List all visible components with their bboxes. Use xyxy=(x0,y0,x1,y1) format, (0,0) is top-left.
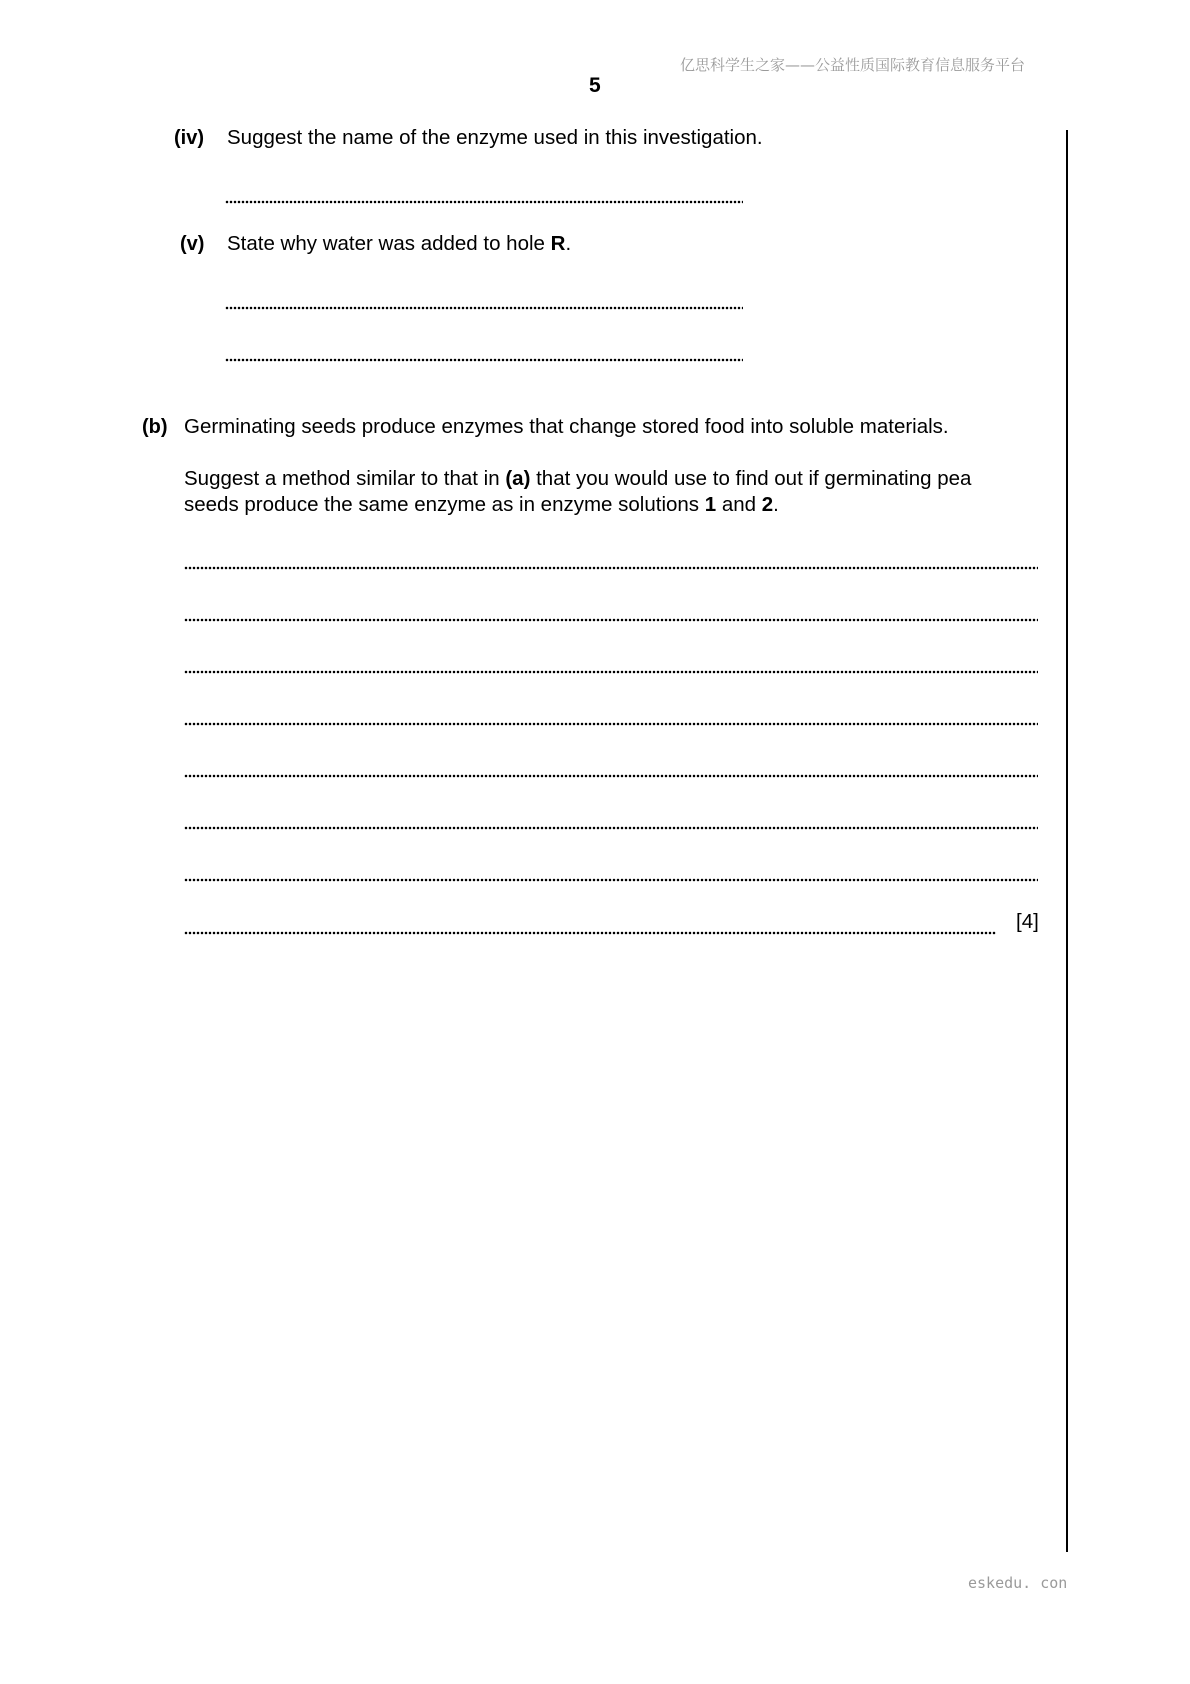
answer-line-iv[interactable] xyxy=(225,200,743,204)
question-v-text-end: . xyxy=(565,232,572,255)
answer-line-v-2[interactable] xyxy=(225,358,743,362)
solution-1-label: 1 xyxy=(704,493,717,516)
footer-site: eskedu. con xyxy=(968,1574,1068,1592)
instruction-part1: Suggest a method similar to that in xyxy=(184,467,506,490)
margin-rule xyxy=(1066,130,1068,1552)
question-b-instruction-line1 xyxy=(184,466,971,492)
answer-line-v-1[interactable] xyxy=(225,306,743,310)
instruction-line2-start: seeds produce the same enzyme as in enzyme solutions xyxy=(184,493,705,516)
question-b-text: Germinating seeds produce enzymes that change stored food into soluble materials. xyxy=(184,415,949,438)
part-a-reference: (a) xyxy=(505,467,531,490)
answer-line-b-6[interactable] xyxy=(184,826,1038,830)
answer-line-b-5[interactable] xyxy=(184,774,1038,778)
answer-line-b-8[interactable] xyxy=(184,931,996,935)
hole-r-label: R xyxy=(550,232,566,255)
question-iv-text: Suggest the name of the enzyme used in this investigation. xyxy=(227,126,763,149)
page-number: 5 xyxy=(589,74,601,97)
solution-2-label: 2 xyxy=(761,493,774,516)
answer-line-b-4[interactable] xyxy=(184,722,1038,726)
question-v-text-start: State why water was added to hole xyxy=(227,232,551,255)
answer-line-b-3[interactable] xyxy=(184,670,1038,674)
answer-line-b-2[interactable] xyxy=(184,618,1038,622)
answer-line-b-7[interactable] xyxy=(184,878,1038,882)
answer-line-b-1[interactable] xyxy=(184,566,1038,570)
header-watermark: 亿思科学生之家——公益性质国际教育信息服务平台 xyxy=(680,56,1026,74)
question-b-label: (b) xyxy=(142,416,168,438)
instruction-and: and xyxy=(716,493,762,516)
instruction-part2: that you would use to find out if germinating pea xyxy=(530,467,972,490)
marks-indicator: [4] xyxy=(1016,910,1039,933)
question-v-text xyxy=(227,231,571,257)
question-b-instruction-line2 xyxy=(184,492,779,518)
question-v-label: (v) xyxy=(180,233,205,255)
instruction-end: . xyxy=(773,493,779,516)
question-iv-label: (iv) xyxy=(174,127,204,149)
